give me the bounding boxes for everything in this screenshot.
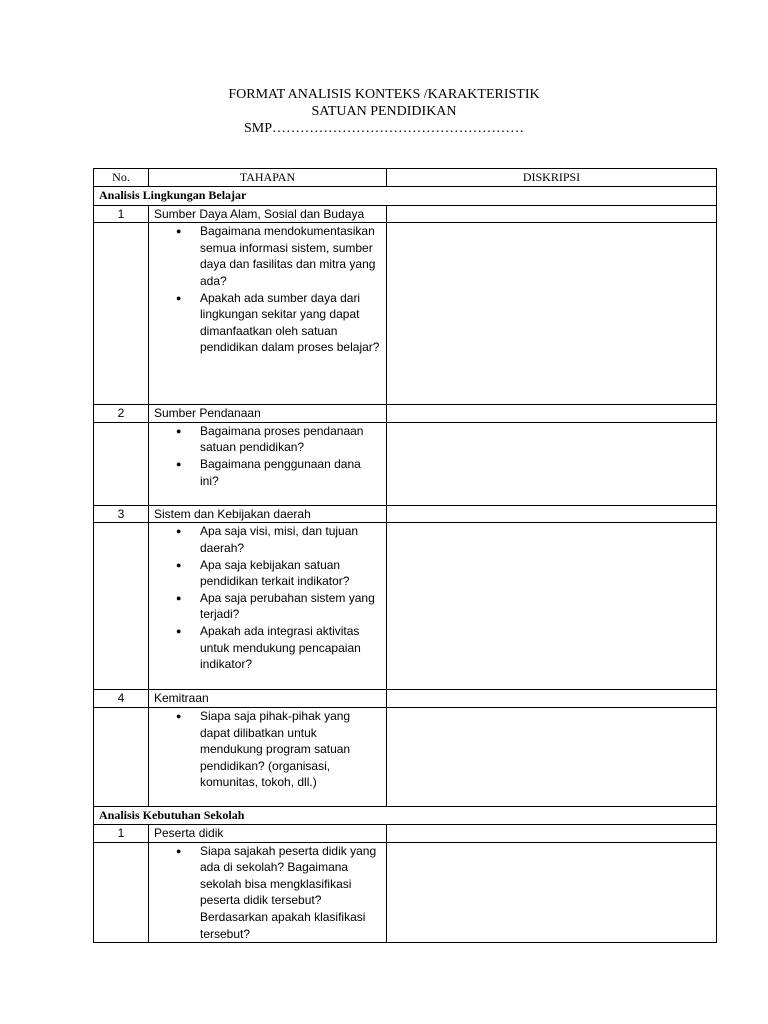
analysis-table [93, 168, 717, 943]
row-tahapan: Sumber Pendanaan [149, 405, 387, 423]
question-list [154, 708, 381, 791]
question-cell [149, 707, 387, 806]
table-row [94, 505, 717, 523]
question-item: ● Bagaimana proses pendanaan satuan pendidikan? [200, 423, 381, 456]
question-item: ● Bagaimana mendokumentasikan semua informasi sistem, sumber daya dan fasilitas dan mitra yang ada? [200, 223, 381, 289]
question-list [154, 843, 381, 943]
document-header [0, 86, 768, 137]
question-cell [149, 422, 387, 505]
question-item: ● Apa saja visi, misi, dan tujuan daerah? [200, 523, 381, 556]
table-row [94, 824, 717, 842]
table-row [94, 422, 717, 505]
question-item: ● Siapa saja pihak-pihak yang dapat dilibatkan untuk mendukung program satuan pendidikan? (organisasi, komunitas, tokoh, dll.) [200, 708, 381, 791]
question-item: ● Apakah ada sumber daya dari lingkungan sekitar yang dapat dimanfaatkan oleh satuan pendidikan dalam proses belajar? [200, 290, 381, 356]
question-item: ● Apa saja perubahan sistem yang terjadi? [200, 590, 381, 623]
empty-cell [94, 223, 149, 405]
answer-cell[interactable] [387, 523, 717, 690]
empty-cell [94, 422, 149, 505]
row-tahapan: Kemitraan [149, 690, 387, 708]
row-number: 3 [94, 505, 149, 523]
question-cell [149, 223, 387, 405]
answer-cell[interactable] [387, 223, 717, 405]
section-title: Analisis Lingkungan Belajar [94, 186, 717, 205]
column-header-no: No. [94, 169, 149, 187]
question-list [154, 523, 381, 672]
table-row [94, 690, 717, 708]
row-number: 1 [94, 824, 149, 842]
document-subtitle: SATUAN PENDIDIKAN [311, 104, 457, 119]
section-row [94, 806, 717, 824]
question-list [154, 223, 381, 356]
row-tahapan: Peserta didik [149, 824, 387, 842]
question-cell [149, 523, 387, 690]
empty-cell [94, 707, 149, 806]
answer-cell[interactable] [387, 707, 717, 806]
question-cell [149, 842, 387, 943]
row-diskripsi-cell[interactable] [387, 690, 717, 708]
column-header-tahapan: TAHAPAN [149, 169, 387, 187]
row-tahapan: Sumber Daya Alam, Sosial dan Budaya [149, 205, 387, 223]
column-header-diskripsi: DISKRIPSI [387, 169, 717, 187]
row-number: 4 [94, 690, 149, 708]
table-row [94, 223, 717, 405]
empty-cell [94, 523, 149, 690]
question-item: ● Apa saja kebijakan satuan pendidikan terkait indikator? [200, 557, 381, 590]
row-diskripsi-cell[interactable] [387, 505, 717, 523]
row-diskripsi-cell[interactable] [387, 405, 717, 423]
question-list [154, 423, 381, 489]
school-name-line: SMP……………………………………………… [243, 121, 525, 136]
question-item: ● Bagaimana penggunaan dana ini? [200, 456, 381, 489]
row-diskripsi-cell[interactable] [387, 824, 717, 842]
table-row [94, 842, 717, 943]
answer-cell[interactable] [387, 422, 717, 505]
section-row [94, 186, 717, 205]
row-number: 1 [94, 205, 149, 223]
empty-cell [94, 842, 149, 943]
answer-cell[interactable] [387, 842, 717, 943]
question-item: ● Siapa sajakah peserta didik yang ada di sekolah? Bagaimana sekolah bisa mengklasifikasi peserta didik tersebut? Berdasarkan apakah klasifikasi tersebut? [200, 843, 381, 943]
table-row [94, 707, 717, 806]
row-tahapan: Sistem dan Kebijakan daerah [149, 505, 387, 523]
document-title: FORMAT ANALISIS KONTEKS /KARAKTERISTIK [228, 87, 540, 102]
question-item: ● Apakah ada integrasi aktivitas untuk mendukung pencapaian indikator? [200, 623, 381, 673]
table-row [94, 205, 717, 223]
row-number: 2 [94, 405, 149, 423]
section-title: Analisis Kebutuhan Sekolah [94, 806, 717, 824]
table-row [94, 523, 717, 690]
table-header-row [94, 169, 717, 187]
table-row [94, 405, 717, 423]
row-diskripsi-cell[interactable] [387, 205, 717, 223]
